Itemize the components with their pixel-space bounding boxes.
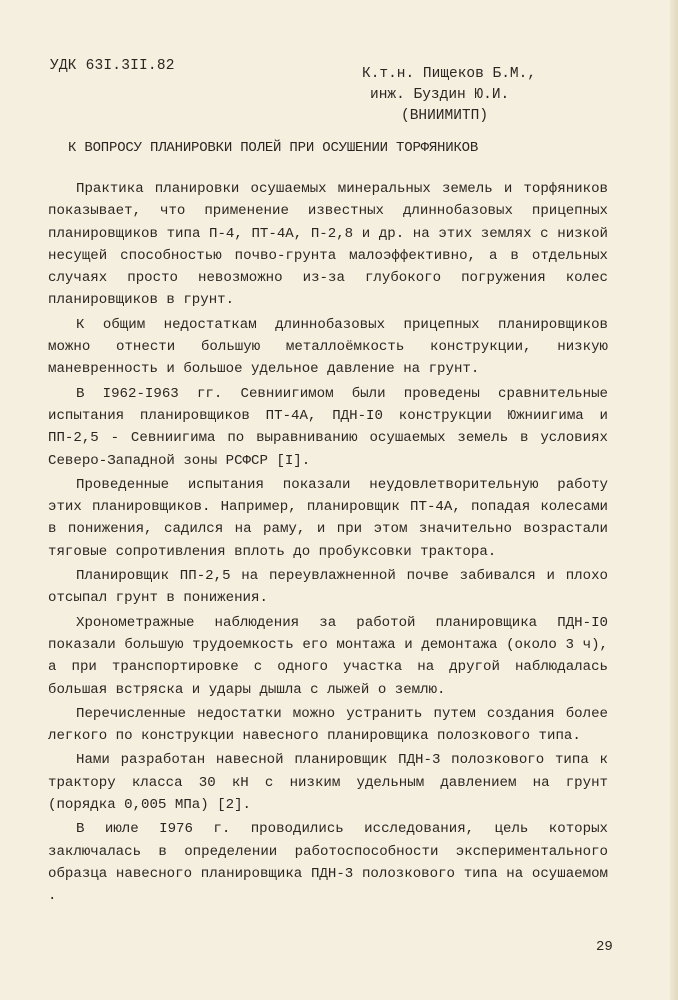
author-1: К.т.н. Пищеков Б.М., <box>362 66 537 82</box>
author-affiliation: (ВНИИМИТП) <box>401 108 489 124</box>
paragraph: К общим недостаткам длиннобазовых прицепных планировщиков можно отнести большую металлоёмкость конструкции, низкую маневренность и большое удельное давление на грунт. <box>48 316 608 378</box>
article-body <box>48 178 608 910</box>
paragraph: Практика планировки осушаемых минеральных земель и торфяников показывает, что применение известных длиннобазовых прицепных планировщиков типа П-4, ПТ-4А, П-2,8 и др. на этих землях с низкой несущей способностью почво-грунта малоэффективно, а в отдельных случаях просто невозможно из-за глубокого погружения колес планировщиков в грунт. <box>48 181 608 309</box>
page-number: 29 <box>596 939 613 955</box>
paragraph: Нами разработан навесной планировщик ПДН-3 полозкового типа к трактору класса 30 кН с низким удельным давлением на грунт (порядка 0,005 МПа) [2]. <box>48 752 608 814</box>
paragraph: Планировщик ПП-2,5 на переувлажненной почве забивался и плохо отсыпал грунт в понижения. <box>48 568 608 607</box>
paragraph: Хронометражные наблюдения за работой планировщика ПДН-I0 показали большую трудоемкость его монтажа и демонтажа (около 3 ч), а при транспортировке с одного участка на другой наблюдалась большая встряска и удары дышла с лыжей о землю. <box>48 614 608 698</box>
article-title: К ВОПРОСУ ПЛАНИРОВКИ ПОЛЕЙ ПРИ ОСУШЕНИИ ТОРФЯНИКОВ <box>68 140 479 156</box>
paragraph: Перечисленные недостатки можно устранить путем создания более легкого по конструкции навесного планировщика полозкового типа. <box>48 705 608 745</box>
udc-code: УДК 63I.3II.82 <box>50 58 175 74</box>
authors-block <box>362 64 536 127</box>
paragraph: Проведенные испытания показали неудовлетворительную работу этих планировщиков. Например, планировщик ПТ-4А, попадая колесами в понижения, садился на раму, и при этом значительно возрастали тяговые сопротивления вплоть до пробуксовки трактора. <box>48 476 608 560</box>
paragraph: В июле I976 г. проводились исследования, цель которых заключалась в определении работоспособности экспериментального образца навесного планировщика ПДН-3 полозкового типа на осушаемом . <box>48 821 608 905</box>
author-2: инж. Буздин Ю.И. <box>370 87 510 103</box>
paragraph: В I962-I963 гг. Севниигимом были проведены сравнительные испытания планировщиков ПТ-4А, ПДН-I0 конструкции Южниигима и ПП-2,5 - Севниигима по выравниванию осушаемых земель в условиях Северо-Западной зоны РСФСР [I]. <box>48 385 608 469</box>
page-edge <box>670 0 678 1000</box>
